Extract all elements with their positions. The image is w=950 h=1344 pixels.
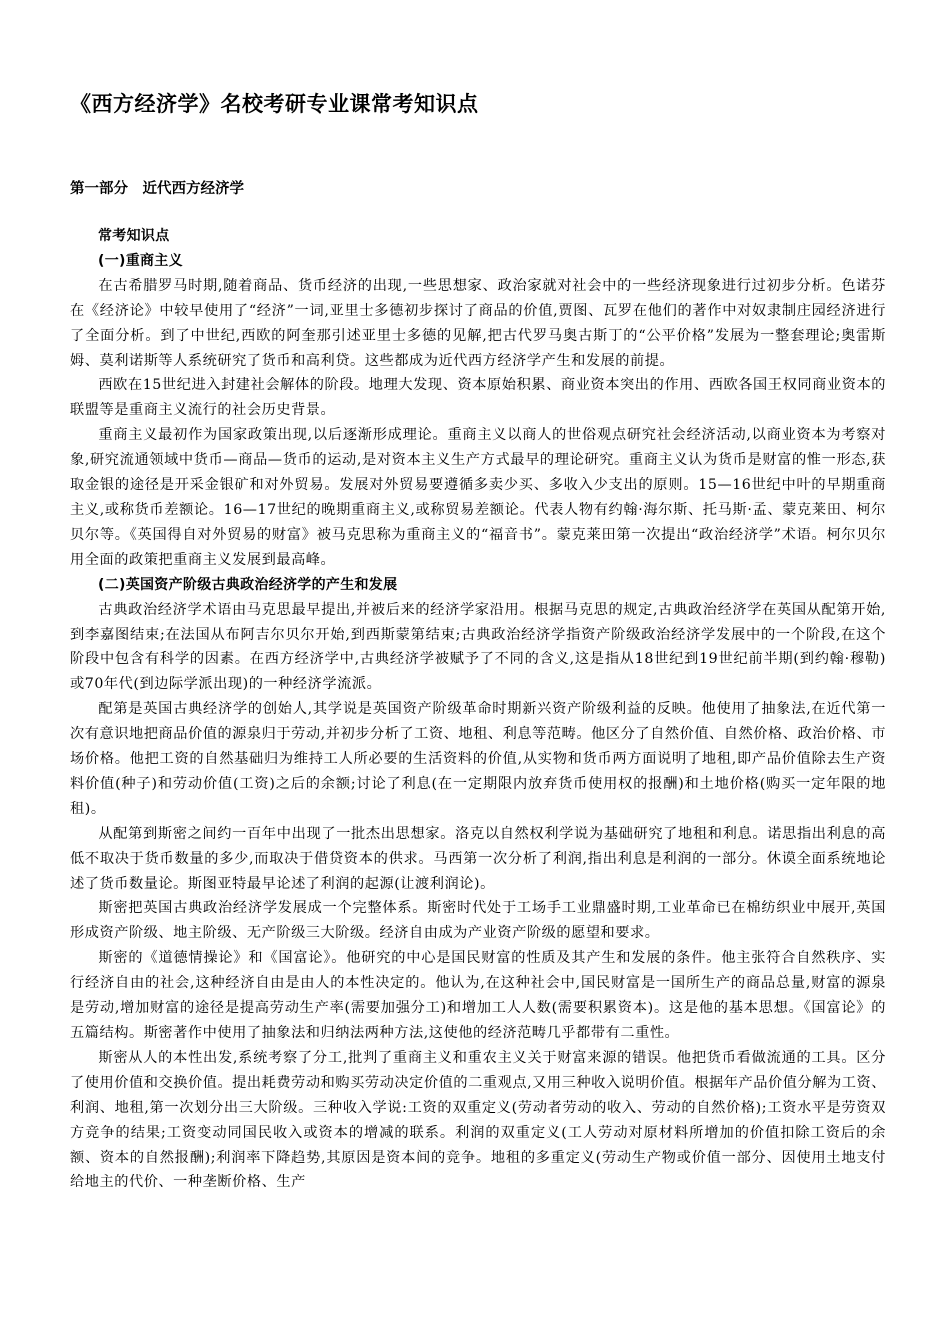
paragraph: 斯密把英国古典政治经济学发展成一个完整体系。斯密时代处于工场手工业鼎盛时期,工业革命已在棉纺织业中展开,英国形成资产阶级、地主阶级、无产阶级三大阶级。经济自由成为产业资产阶级的愿望和要求。 xyxy=(70,900,886,942)
paragraph: 重商主义最初作为国家政策出现,以后逐渐形成理论。重商主义以商人的世俗观点研究社会经济活动,以商业资本为考察对象,研究流通领域中货币—商品—货币的运动,是对资本主义生产方式最早的理论研究。重商主义认为货币是财富的惟一形态,获取金银的途径是开采金银矿和对外贸易。发展对外贸易要遵循多卖少买、多收入少支出的原则。15—16世纪中叶的早期重商主义,或称货币差额论。16—17世纪的晚期重商主义,或称贸易差额论。代表人物有约翰·海尔斯、托马斯·孟、蒙克莱田、柯尔贝尔等。《英国得自对外贸易的财富》被马克思称为重商主义的“福音书”。蒙克莱田第一次提出“政治经济学”术语。柯尔贝尔用全面的政策把重商主义发展到最高峰。 xyxy=(70,427,887,568)
paragraph: 斯密从人的本性出发,系统考察了分工,批判了重商主义和重农主义关于财富来源的错误。他把货币看做流通的工具。区分了使用价值和交换价值。提出耗费劳动和购买劳动决定价值的二重观点,又用三种收入说明价值。根据年产品价值分解为工资、利润、地租,第一次划分出三大阶级。三种收入学说:工资的双重定义(劳动者劳动的收入、劳动的自然价格);工资水平是劳资双方竞争的结果;工资变动同国民收入或资本的增减的联系。利润的双重定义(工人劳动对原材料所增加的价值扣除工资后的余额、资本的自然报酬);利润率下降趋势,其原因是资本间的竞争。地租的多重定义(劳动生产物或价值一部分、因使用土地支付给地主的代价、一种垄断价格、生产 xyxy=(70,1049,886,1191)
paragraph: 斯密的《道德情操论》和《国富论》。他研究的中心是国民财富的性质及其产生和发展的条件。他主张符合自然秩序、实行经济自由的社会,这种经济自由是由人的本性决定的。他认为,在这种社会中,国民财富是一国所生产的商品总量,财富的源泉是劳动,增加财富的途径是提高劳动生产率(需要加强分工)和增加工人人数(需要积累资本)。这是他的基本思想。《国富论》的五篇结构。斯密著作中使用了抽象法和归纳法两种方法,这使他的经济范畴几乎都带有二重性。 xyxy=(70,950,886,1041)
paragraph: 在古希腊罗马时期,随着商品、货币经济的出现,一些思想家、政治家就对社会中的一些经济现象进行过初步分析。色诺芬在《经济论》中较早使用了“经济”一词,亚里士多德初步探讨了商品的价值,贾图、瓦罗在他们的著作中对奴隶制庄园经济进行了全面分析。到了中世纪,西欧的阿奎那引述亚里士多德的见解,把古代罗马奥古斯丁的“公平价格”发展为一整套理论;奥雷斯姆、莫利诺斯等人系统研究了货币和高利贷。这些都成为近代西方经济学产生和发展的前提。 xyxy=(70,277,886,369)
paragraph: 古典政治经济学术语由马克思最早提出,并被后来的经济学家沿用。根据马克思的规定,古典政治经济学在英国从配第开始,到李嘉图结束;在法国从布阿吉尔贝尔开始,到西斯蒙第结束;古典政治经济学指资产阶级政治经济学发展中的一个阶段,在这个阶段中包含有科学的因素。在西方经济学中,古典经济学被赋予了不同的含义,这是指从18世纪到19世纪前半期(到约翰·穆勒)或70年代(到边际学派出现)的一种经济学流派。 xyxy=(70,601,886,693)
section-heading-mercantilism: (一)重商主义 xyxy=(98,252,183,269)
paragraph: 从配第到斯密之间约一百年中出现了一批杰出思想家。洛克以自然权利学说为基础研究了地租和利息。诺思指出利息的高低不取决于货币数量的多少,而取决于借贷资本的供求。马西第一次分析了利润,指出利息是利润的一部分。休谟全面系统地论述了货币数量论。斯图亚特最早论述了利润的起源(让渡利润论)。 xyxy=(70,825,886,892)
document-body xyxy=(70,224,886,1195)
document-title: 《西方经济学》名校考研专业课常考知识点 xyxy=(70,92,479,116)
part-title: 第一部分 近代西方经济学 xyxy=(70,181,244,197)
section-label: 常考知识点 xyxy=(98,228,170,244)
section-heading-classical-economics: (二)英国资产阶级古典政治经济学的产生和发展 xyxy=(98,576,398,593)
paragraph: 西欧在15世纪进入封建社会解体的阶段。地理大发现、资本原始积累、商业资本突出的作用、西欧各国王权同商业资本的联盟等是重商主义流行的社会历史背景。 xyxy=(70,377,886,419)
paragraph: 配第是英国古典经济学的创始人,其学说是英国资产阶级革命时期新兴资产阶级利益的反映。他使用了抽象法,在近代第一次有意识地把商品价值的源泉归于劳动,并初步分析了工资、地租、利息等范畴。他区分了自然价值、自然价格、政治价格、市场价格。他把工资的自然基础归为维持工人所必要的生活资料的价值,从实物和货币两方面说明了地租,即产品价值除去生产资料价值(种子)和劳动价值(工资)之后的余额;讨论了利息(在一定期限内放弃货币使用权的报酬)和土地价格(购买一定年限的地租)。 xyxy=(70,701,886,817)
